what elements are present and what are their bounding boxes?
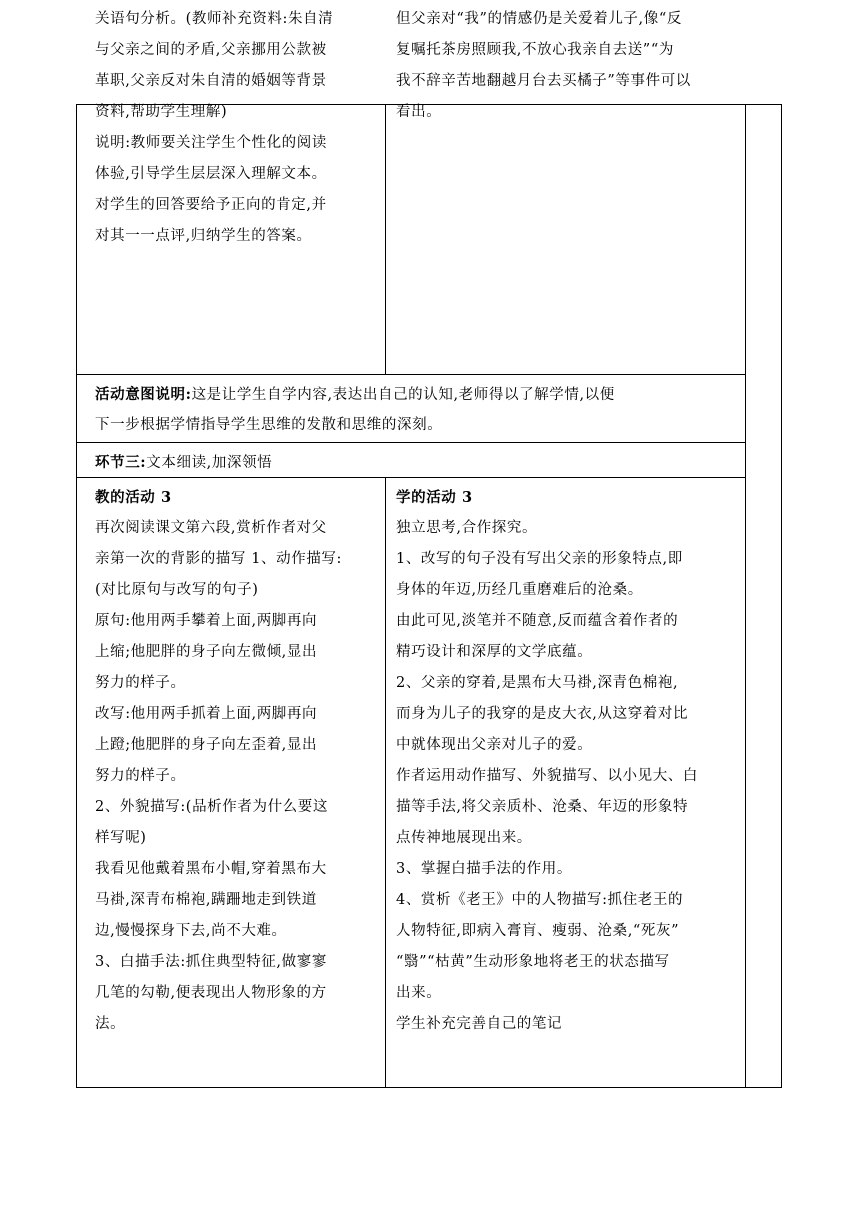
student-notes-cell [396,4,746,128]
column-divider [385,104,386,374]
text-line: 上蹬;他肥胖的身子向左歪着,显出 [95,737,318,753]
teacher-notes-cell [95,4,380,252]
text-line: 体验,引导学生层层深入理解文本。 [95,166,327,182]
activity-intent-line-2: 下一步根据学情指导学生思维的发散和思维的深刻。 [95,417,443,433]
text-line: 3、掌握白描手法的作用。 [396,861,572,877]
text-line: 关语句分析。(教师补充资料:朱自清 [95,11,334,27]
text-line: 而身为儿子的我穿的是皮大衣,从这穿着对比 [396,706,689,722]
text-line: 复嘱托茶房照顾我,不放心我亲自去送”“为 [396,42,674,58]
text-line: 法。 [95,1016,126,1032]
text-line: 但父亲对“我”的情感仍是关爱着儿子,像“反 [396,11,682,27]
text-line: 样写呢) [95,830,147,846]
text-line: 3、白描手法:抓住典型特征,做寥寥 [95,954,327,970]
text-line: 学生补充完善自己的笔记 [396,1016,563,1032]
text-line: 看出。 [396,104,442,120]
text-line: 4、赏析《老王》中的人物描写:抓住老王的 [396,892,684,908]
row-divider [76,374,746,375]
text-line: 资料,帮助学生理解) [95,104,228,120]
text-line: 原句:他用两手攀着上面,两脚再向 [95,613,318,629]
text-line: 革职,父亲反对朱自清的婚姻等背景 [95,73,327,89]
text-line: 对其一一点评,归纳学生的答案。 [95,228,312,244]
text-line: 中就体现出父亲对儿子的爱。 [396,737,593,753]
activity-intent-label: 活动意图说明: [95,386,192,403]
teacher-activity-cell [95,482,380,1040]
text-line: (对比原句与改写的句子) [95,582,259,598]
text-line: “翳”“枯黄”生动形象地将老王的状态描写 [396,954,670,970]
table-border-bottom [76,1087,782,1088]
text-line: 点传神地展现出来。 [396,830,532,846]
text-line: 亲第一次的背影的描写 1、动作描写: [95,551,343,567]
student-activity-heading: 学的活动 3 [396,489,473,506]
text-line: 对学生的回答要给予正向的肯定,并 [95,197,327,213]
text-line: 1、改写的句子没有写出父亲的形象特点,即 [396,551,683,567]
text-line: 我看见他戴着黑布小帽,穿着黑布大 [95,861,327,877]
text-line: 努力的样子。 [95,675,186,691]
section-text: 文本细读,加深领悟 [146,455,273,471]
text-line: 努力的样子。 [95,768,186,784]
text-line: 人物特征,即病入膏肓、瘦弱、沧桑,“死灰” [396,923,680,939]
text-line: 由此可见,淡笔并不随意,反而蕴含着作者的 [396,613,679,629]
activity-intent-text: 这是让学生自学内容,表达出自己的认知,老师得以了解学情,以便 [191,387,615,403]
text-line: 与父亲之间的矛盾,父亲挪用公款被 [95,42,327,58]
text-line: 改写:他用两手抓着上面,两脚再向 [95,706,318,722]
section-heading [95,447,745,479]
section-label: 环节三: [95,454,147,471]
text-line: 上缩;他肥胖的身子向左微倾,显出 [95,644,318,660]
text-line: 精巧设计和深厚的文学底蕴。 [396,644,593,660]
text-line: 作者运用动作描写、外貌描写、以小见大、白 [396,768,698,784]
text-line: 2、外貌描写:(品析作者为什么要这 [95,799,328,815]
text-line: 独立思考,合作探究。 [396,520,538,536]
activity-intent-line-1 [95,379,745,411]
text-line: 身体的年迈,历经几重磨难后的沧桑。 [396,582,643,598]
text-line: 几笔的勾勒,便表现出人物形象的方 [95,985,327,1001]
table-border-right [781,104,782,1088]
text-line: 马褂,深青布棉袍,蹒跚地走到铁道 [95,892,317,908]
text-line: 我不辞辛苦地翻越月台去买橘子”等事件可以 [396,73,691,89]
column-divider [385,477,386,1088]
text-line: 说明:教师要关注学生个性化的阅读 [95,135,327,151]
text-line: 2、父亲的穿着,是黑布大马褂,深青色棉袍, [396,675,679,691]
text-line: 描等手法,将父亲质朴、沧桑、年迈的形象特 [396,799,689,815]
student-activity-cell [396,482,746,1040]
text-line: 再次阅读课文第六段,赏析作者对父 [95,520,327,536]
teacher-activity-heading: 教的活动 3 [95,489,172,506]
table-border-left [76,104,77,1088]
row-divider [76,442,746,443]
text-line: 边,慢慢探身下去,尚不大难。 [95,923,287,939]
text-line: 出来。 [396,985,442,1001]
